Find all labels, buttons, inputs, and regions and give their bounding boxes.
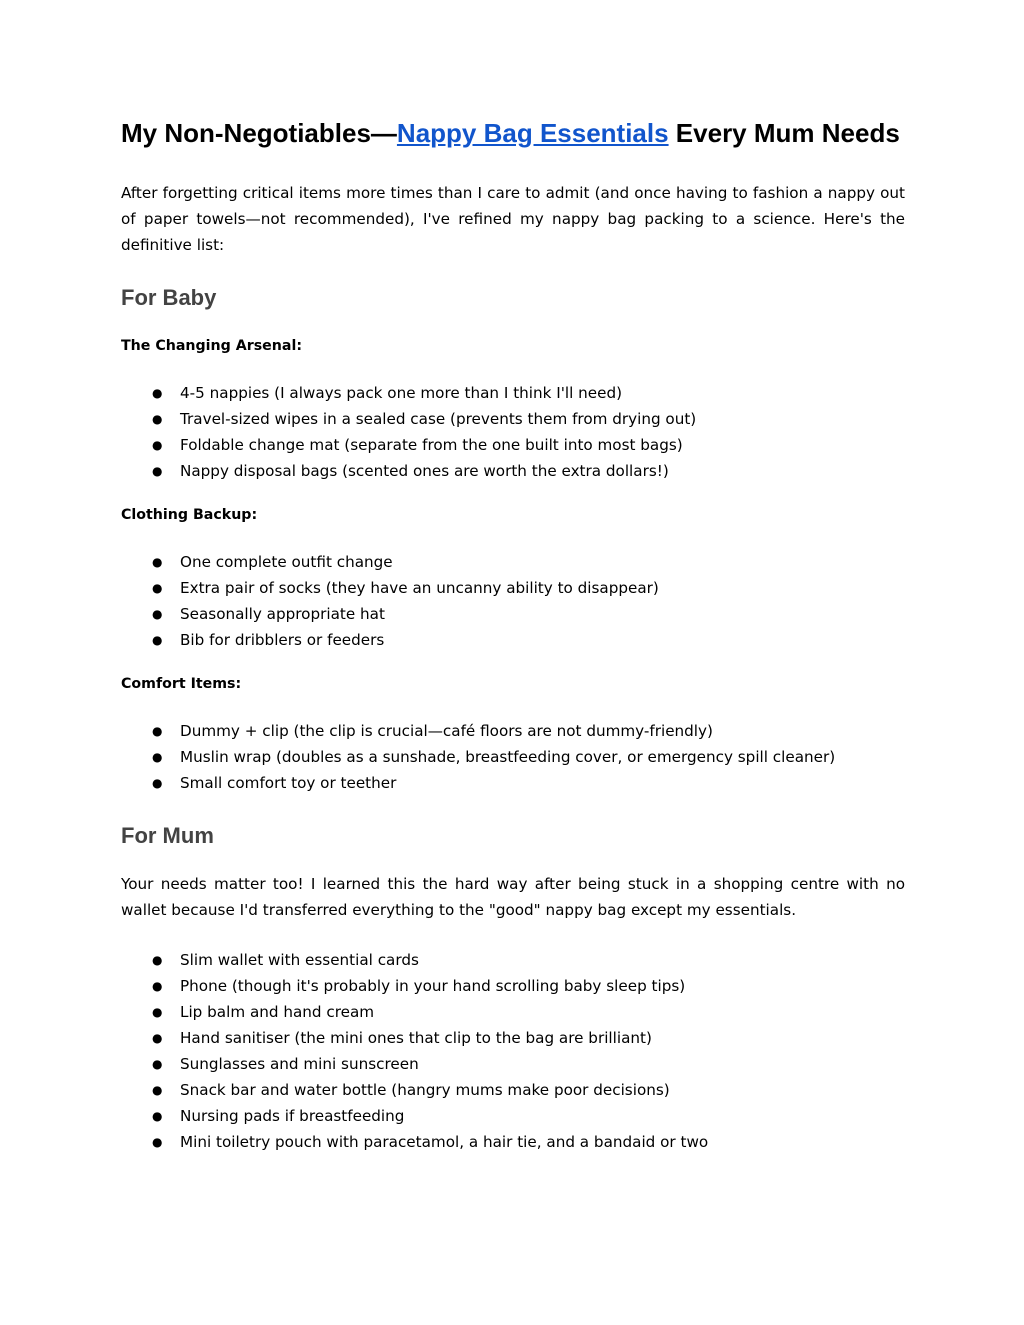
bullet-icon: ● — [152, 953, 163, 967]
list-item — [121, 1077, 905, 1103]
bullet-icon: ● — [152, 776, 163, 790]
bullet-icon: ● — [152, 979, 163, 993]
title-suffix: Every Mum Needs — [668, 118, 900, 148]
list-item — [121, 575, 905, 601]
page-title — [121, 116, 905, 151]
bullet-icon: ● — [152, 633, 163, 647]
list-item — [121, 947, 905, 973]
list-item-text: Bib for dribblers or feeders — [180, 631, 385, 649]
comfort-items-list — [121, 718, 905, 796]
for-baby-heading: For Baby — [121, 285, 217, 310]
document-page — [121, 116, 905, 1155]
for-mum-intro-paragraph: Your needs matter too! I learned this the hard way after being stuck in a shopping centre with no wallet because I'd transferred everything to the "good" nappy bag except my essentials. — [121, 875, 905, 919]
list-item-text: Slim wallet with essential cards — [180, 951, 419, 969]
list-item-text: Extra pair of socks (they have an uncanny ability to disappear) — [180, 579, 659, 597]
list-item — [121, 1129, 905, 1155]
list-item-text: Small comfort toy or teether — [180, 774, 397, 792]
list-item — [121, 458, 905, 484]
list-item-text: Hand sanitiser (the mini ones that clip to the bag are brilliant) — [180, 1029, 652, 1047]
list-item — [121, 1051, 905, 1077]
bullet-icon: ● — [152, 1031, 163, 1045]
bullet-icon: ● — [152, 750, 163, 764]
changing-arsenal-list — [121, 380, 905, 484]
list-item-text: One complete outfit change — [180, 553, 393, 571]
bullet-icon: ● — [152, 607, 163, 621]
bullet-icon: ● — [152, 438, 163, 452]
bullet-icon: ● — [152, 555, 163, 569]
list-item-text: Nursing pads if breastfeeding — [180, 1107, 405, 1125]
clothing-backup-list — [121, 549, 905, 653]
comfort-items-heading: Comfort Items: — [121, 676, 242, 692]
list-item — [121, 627, 905, 653]
bullet-icon: ● — [152, 1109, 163, 1123]
list-item — [121, 1103, 905, 1129]
changing-arsenal-heading: The Changing Arsenal: — [121, 338, 302, 354]
list-item — [121, 1025, 905, 1051]
bullet-icon: ● — [152, 1135, 163, 1149]
list-item — [121, 744, 905, 770]
bullet-icon: ● — [152, 386, 163, 400]
list-item-text: Foldable change mat (separate from the one built into most bags) — [180, 436, 683, 454]
bullet-icon: ● — [152, 581, 163, 595]
list-item — [121, 549, 905, 575]
list-item-text: Mini toiletry pouch with paracetamol, a hair tie, and a bandaid or two — [180, 1133, 709, 1151]
list-item-text: Seasonally appropriate hat — [180, 605, 385, 623]
bullet-icon: ● — [152, 412, 163, 426]
list-item-text: Travel-sized wipes in a sealed case (prevents them from drying out) — [180, 410, 697, 428]
list-item — [121, 406, 905, 432]
title-prefix: My Non-Negotiables— — [121, 118, 397, 148]
bullet-icon: ● — [152, 1005, 163, 1019]
list-item — [121, 973, 905, 999]
list-item-text: Muslin wrap (doubles as a sunshade, breastfeeding cover, or emergency spill cleaner) — [180, 748, 836, 766]
list-item — [121, 718, 905, 744]
for-mum-list — [121, 947, 905, 1155]
nappy-bag-essentials-link[interactable]: Nappy Bag Essentials — [396, 118, 669, 148]
clothing-backup-heading: Clothing Backup: — [121, 507, 258, 523]
list-item — [121, 999, 905, 1025]
list-item-text: Snack bar and water bottle (hangry mums make poor decisions) — [180, 1081, 670, 1099]
list-item — [121, 432, 905, 458]
list-item-text: Nappy disposal bags (scented ones are worth the extra dollars!) — [180, 462, 669, 480]
list-item-text: 4-5 nappies (I always pack one more than I think I'll need) — [180, 384, 623, 402]
list-item — [121, 770, 905, 796]
list-item-text: Phone (though it's probably in your hand scrolling baby sleep tips) — [180, 977, 686, 995]
list-item-text: Dummy + clip (the clip is crucial—café floors are not dummy-friendly) — [180, 722, 713, 740]
bullet-icon: ● — [152, 724, 163, 738]
for-mum-heading: For Mum — [121, 823, 214, 848]
bullet-icon: ● — [152, 464, 163, 478]
list-item — [121, 380, 905, 406]
list-item — [121, 601, 905, 627]
list-item-text: Lip balm and hand cream — [180, 1003, 375, 1021]
list-item-text: Sunglasses and mini sunscreen — [180, 1055, 419, 1073]
bullet-icon: ● — [152, 1057, 163, 1071]
intro-paragraph: After forgetting critical items more times than I care to admit (and once having to fashion a nappy out of paper towels—not recommended), I've refined my nappy bag packing to a science. Here's the definitive list: — [121, 184, 905, 254]
bullet-icon: ● — [152, 1083, 163, 1097]
